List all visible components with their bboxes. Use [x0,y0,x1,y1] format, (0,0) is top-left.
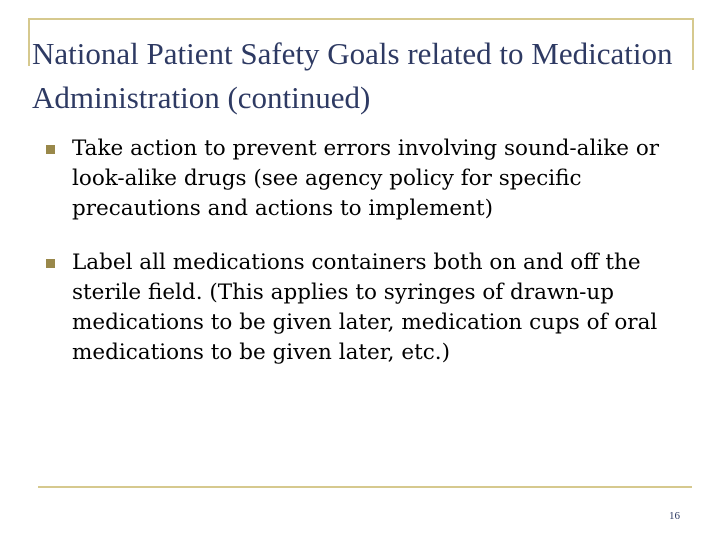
slide-frame-bottom-line [38,486,692,488]
slide-frame-right-line [692,18,694,70]
page-number: 16 [669,510,680,522]
slide-frame-left-line [28,18,30,66]
square-bullet-icon [46,145,55,154]
slide-title: National Patient Safety Goals related to Medication Administration (continued) [32,36,673,115]
bullet-item-label-containers [42,248,692,368]
bullet-text: Label all medications containers both on and off the sterile field. (This applies to syringes of drawn-up medications to be given later, medication cups of oral medications to be given later, etc.) [72,250,658,365]
bullet-text: Take action to prevent errors involving sound-alike or look-alike drugs (see agency policy for specific precautions and actions to implement) [72,136,660,221]
bullet-list [42,134,692,392]
square-bullet-icon [46,259,55,268]
slide-frame-top-line [28,18,693,20]
bullet-item-sound-alike-drugs [42,134,692,224]
